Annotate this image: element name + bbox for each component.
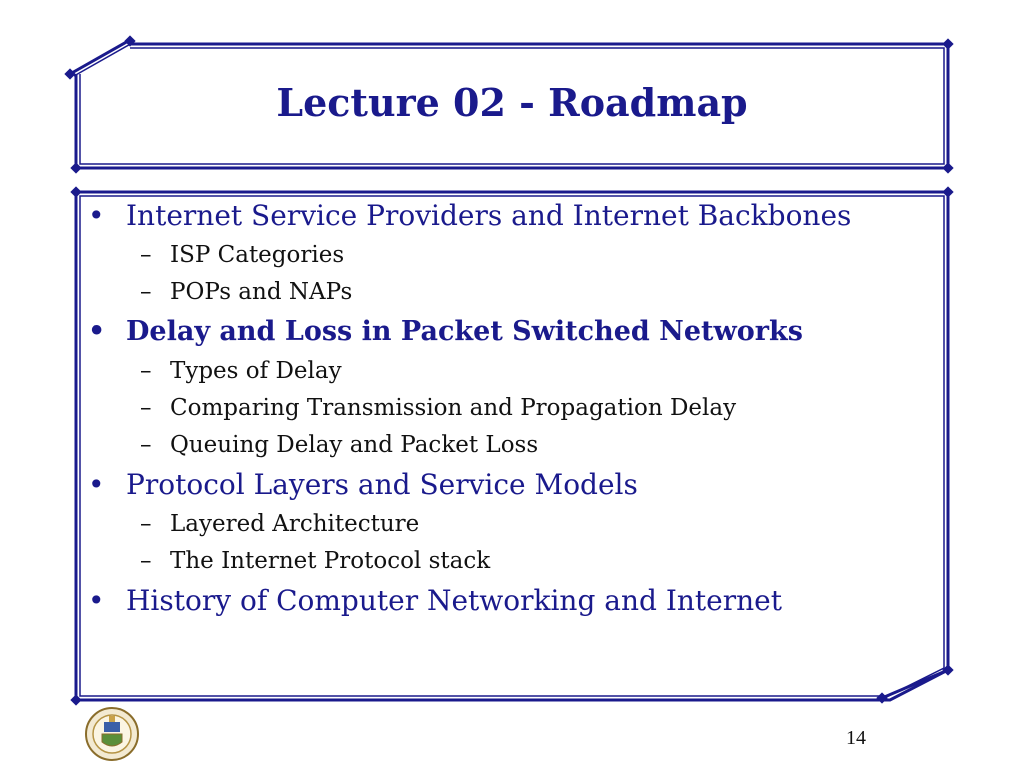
- dash-icon: –: [140, 242, 152, 268]
- outline-subitem: [86, 546, 938, 576]
- outline-subitem-label: Queuing Delay and Packet Loss: [170, 432, 539, 458]
- outline-item-label: History of Computer Networking and Internet: [126, 584, 782, 617]
- outline-subitem: [86, 356, 938, 386]
- dash-icon: –: [140, 395, 152, 421]
- outline-subitem-label: ISP Categories: [170, 242, 345, 268]
- outline-subitem-label: Layered Architecture: [170, 511, 420, 537]
- outline-subitem: [86, 240, 938, 270]
- outline-item-label: Internet Service Providers and Internet Backbones: [126, 199, 852, 232]
- page-number: 14: [846, 727, 866, 749]
- university-crest-icon: [84, 706, 140, 762]
- outline-subitem: [86, 430, 938, 460]
- dash-icon: –: [140, 432, 152, 458]
- outline-item-isp: [86, 198, 938, 234]
- dash-icon: –: [140, 511, 152, 537]
- bullet-icon: •: [88, 468, 105, 501]
- outline-subitem: [86, 277, 938, 307]
- outline-subitem-label: The Internet Protocol stack: [170, 548, 491, 574]
- dash-icon: –: [140, 279, 152, 305]
- outline-item-history: [86, 583, 938, 619]
- dash-icon: –: [140, 358, 152, 384]
- bullet-icon: •: [88, 199, 105, 232]
- outline-item-delay: [86, 314, 938, 350]
- outline-item-label: Protocol Layers and Service Models: [126, 468, 638, 501]
- outline-subitem: [86, 509, 938, 539]
- slide-content: [86, 198, 938, 625]
- outline-subitem-label: Types of Delay: [170, 358, 342, 384]
- bullet-icon: •: [88, 316, 106, 347]
- outline-item-label: Delay and Loss in Packet Switched Networks: [126, 316, 803, 347]
- outline-subitem-label: Comparing Transmission and Propagation Delay: [170, 395, 737, 421]
- bullet-icon: •: [88, 584, 105, 617]
- dash-icon: –: [140, 548, 152, 574]
- outline-subitem-label: POPs and NAPs: [170, 279, 353, 305]
- outline-item-protocol: [86, 467, 938, 503]
- slide-title: Lecture 02 - Roadmap: [276, 80, 748, 125]
- outline-subitem: [86, 393, 938, 423]
